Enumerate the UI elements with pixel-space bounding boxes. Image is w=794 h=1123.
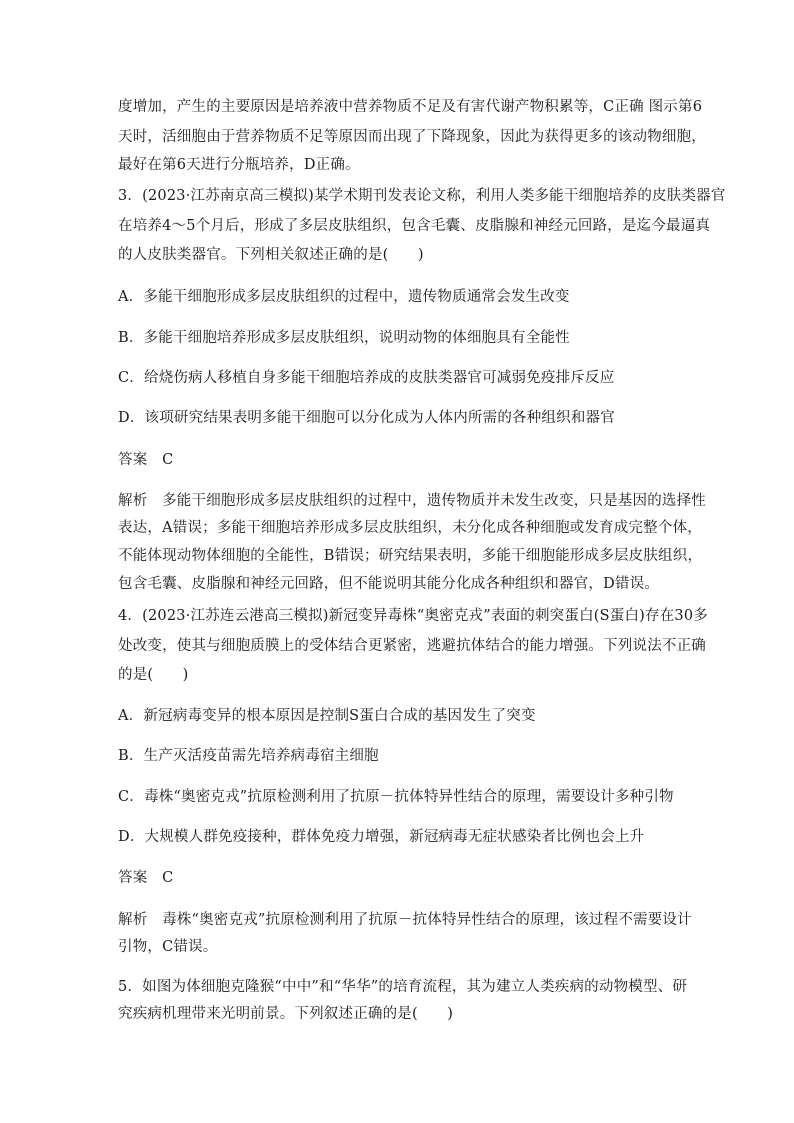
option-d: D．该项研究结果表明多能干细胞可以分化成为人体内所需的各种组织和器官	[118, 410, 615, 426]
analysis-text: 解析 毒株“奥密克戎”抗原检测利用了抗原－抗体特异性结合的原理，该过程不需要设计	[118, 912, 692, 928]
question-3-stem: 3．(2023·江苏南京高三模拟)某学术期刊发表论文称，利用人类多能干细胞培养的皮肤类器官	[118, 188, 726, 204]
text-line: 天时，活细胞由于营养物质不足等原因而出现了下降现象，因此为获得更多的该动物细胞，	[118, 129, 706, 145]
option-b: B．生产灭活疫苗需先培养病毒宿主细胞	[118, 748, 379, 764]
question-4-stem: 的是( )	[118, 667, 189, 683]
analysis-text: 不能体现动物体细胞的全能性，B错误；研究结果表明，多能干细胞能形成多层皮肤组织，	[118, 548, 703, 564]
analysis-text: 引物，C错误。	[118, 939, 218, 955]
question-3-stem: 的人皮肤类器官。下列相关叙述正确的是( )	[118, 247, 424, 263]
analysis-text: 包含毛囊、皮脂腺和神经元回路，但不能说明其能分化成各种组织和器官，D错误。	[118, 576, 660, 592]
analysis-text: 解析 多能干细胞形成多层皮肤组织的过程中，遗传物质并未发生改变，只是基因的选择性	[118, 493, 706, 509]
text-line: 度增加，产生的主要原因是培养液中营养物质不足及有害代谢产物积累等，C正确 图示第6	[118, 99, 703, 115]
analysis-text: 表达，A错误；多能干细胞培养形成多层皮肤组织，未分化成各种细胞或发育成完整个体，	[118, 520, 702, 536]
text-line: 最好在第6天进行分瓶培养，D正确。	[118, 157, 360, 173]
option-a: A．新冠病毒变异的根本原因是控制S蛋白合成的基因发生了突变	[118, 708, 536, 724]
question-5-stem: 究疾病机理带来光明前景。下列叙述正确的是( )	[118, 1006, 454, 1022]
question-3-stem: 在培养4～5个月后，形成了多层皮肤组织，包含毛囊、皮脂腺和神经元回路，是迄今最逼真	[118, 218, 711, 234]
answer-label: 答案 C	[118, 452, 174, 468]
question-5-stem: 5．如图为体细胞克隆猴“中中”和“华华”的培育流程，其为建立人类疾病的动物模型、研	[118, 979, 688, 995]
answer-label: 答案 C	[118, 870, 174, 886]
option-c: C．毒株“奥密克戎”抗原检测利用了抗原－抗体特异性结合的原理，需要设计多种引物	[118, 789, 674, 805]
option-c: C．给烧伤病人移植自身多能干细胞培养成的皮肤类器官可减弱免疫排斥反应	[118, 370, 615, 386]
question-4-stem: 处改变，使其与细胞质膜上的受体结合更紧密，逃避抗体结合的能力增强。下列说法不正确	[118, 638, 706, 654]
option-d: D．大规模人群免疫接种，群体免疫力增强，新冠病毒无症状感染者比例也会上升	[118, 829, 645, 845]
option-a: A．多能干细胞形成多层皮肤组织的过程中，遗传物质通常会发生改变	[118, 289, 570, 305]
question-4-stem: 4．(2023·江苏连云港高三模拟)新冠变异毒株“奥密克戎”表面的刺突蛋白(S蛋白)存在30多	[118, 608, 708, 624]
option-b: B．多能干细胞培养形成多层皮肤组织，说明动物的体细胞具有全能性	[118, 330, 570, 346]
